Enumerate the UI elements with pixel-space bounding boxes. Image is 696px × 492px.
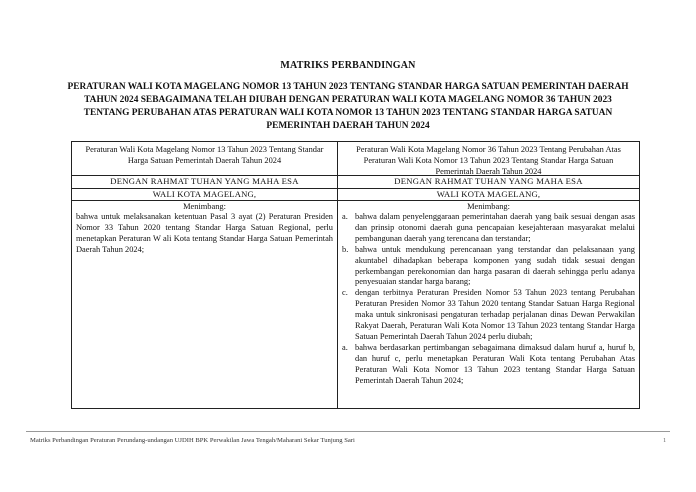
document-subtitle: PERATURAN WALI KOTA MAGELANG NOMOR 13 TAHUN 2023 TENTANG STANDAR HARGA SATUAN PEMERINTAH DAERAH TAHUN 2024 SEBAGAIMANA TELAH DIUBAH DENGAN PERATURAN WALI KOTA MAGELANG NOMOR 36 TAHUN 2023 TENTANG PERUBAHAN ATAS PERATURAN WALI KOTA NOMOR 13 TAHUN 2023 TENTANG STANDAR HARGA SATUAN PEMERINTAH DAERAH TAHUN 2024 [67,82,629,131]
left-menimbang-label: Menimbang: [183,202,226,211]
comparison-table [71,141,640,409]
list-item [342,343,635,387]
list-item-marker: a. [342,342,348,352]
list-item [342,288,635,343]
right-column [338,142,639,408]
document-title: MATRIKS PERBANDINGAN [280,60,416,71]
left-wali-row: WALI KOTA MAGELANG, [72,189,337,201]
right-rahmat-row: DENGAN RAHMAT TUHAN YANG MAHA ESA [338,176,639,189]
list-item-text: bahwa dalam penyelenggaraan pemerintahan daerah yang baik sesuai dengan asas dan prinsip otonomi daerah guna pencapaian kesejahteraan masyarakat melalui pembangunan daerah yang terencana dan terstandar; [355,212,635,243]
page-number: 1 [663,437,667,444]
right-wali-row: WALI KOTA MAGELANG, [338,189,639,201]
footer-divider [26,431,670,432]
list-item-marker: c. [342,288,348,298]
list-item-text: bahwa berdasarkan pertimbangan sebagaimana dimaksud dalam huruf a, huruf b, dan huruf c, perlu menetapkan Peraturan Wali Kota tentang Perubahan Atas Peraturan Wali Kota Nomor 13 Tahun 2023 tentang Standar Harga Satuan Pemerintah Daerah Tahun 2024; [355,342,635,385]
footer-text: Matriks Perbandingan Peraturan Perundang-undangan UJDIH BPK Perwakilan Jawa Tengah/Maharani Sekar Tunjung Sari [30,437,355,444]
list-item [342,245,635,289]
list-item-marker: a. [342,212,348,221]
left-column [72,142,338,408]
right-column-header: Peraturan Wali Kota Magelang Nomor 36 Tahun 2023 Tentang Perubahan Atas Peraturan Wali Kota Nomor 13 Tahun 2023 Tentang Standar Harga Satuan Pemerintah Daerah Tahun 2024 [338,142,639,176]
left-column-header: Peraturan Wali Kota Magelang Nomor 13 Tahun 2023 Tentang Standar Harga Satuan Pemerintah Daerah Tahun 2024 [72,142,337,176]
right-menimbang-list [338,212,639,387]
right-menimbang-label: Menimbang: [467,202,510,211]
list-item-marker: b. [342,244,349,254]
left-rahmat-row: DENGAN RAHMAT TUHAN YANG MAHA ESA [72,176,337,189]
list-item-text: bahwa untuk mendukung perencanaan yang terstandar dan pelaksanaan yang akuntabel dihadapkan beberapa komponen yang sudah tidak sesuai dengan perkembangan perekonomian dan harga pasaran di daerah sehingga perlu adanya penyesuaian standar harga barang; [355,244,635,287]
list-item [342,212,635,245]
list-item-text: dengan terbitnya Peraturan Presiden Nomor 53 Tahun 2023 tentang Perubahan Peraturan Presiden Nomor 33 Tahun 2020 tentang Standar Satuan Harga Regional maka untuk sinkronisasi pengaturan terhadap perjalanan dinas Dewan Perwakilan Rakyat Daerah, Peraturan Wali Kota Nomor 13 Tahun 2023 tentang Standar Harga Satuan Pemerintah Daerah Tahun 2024 perlu diubah; [355,288,635,341]
left-menimbang-text: bahwa untuk melaksanakan ketentuan Pasal 3 ayat (2) Peraturan Presiden Nomor 33 Tahun 2020 tentang Standar Harga Satuan Regional, perlu menetapkan Peraturan W ali Kota tentang Standar Harga Satuan Pemerintah Daerah Tahun 2024; [76,212,333,254]
